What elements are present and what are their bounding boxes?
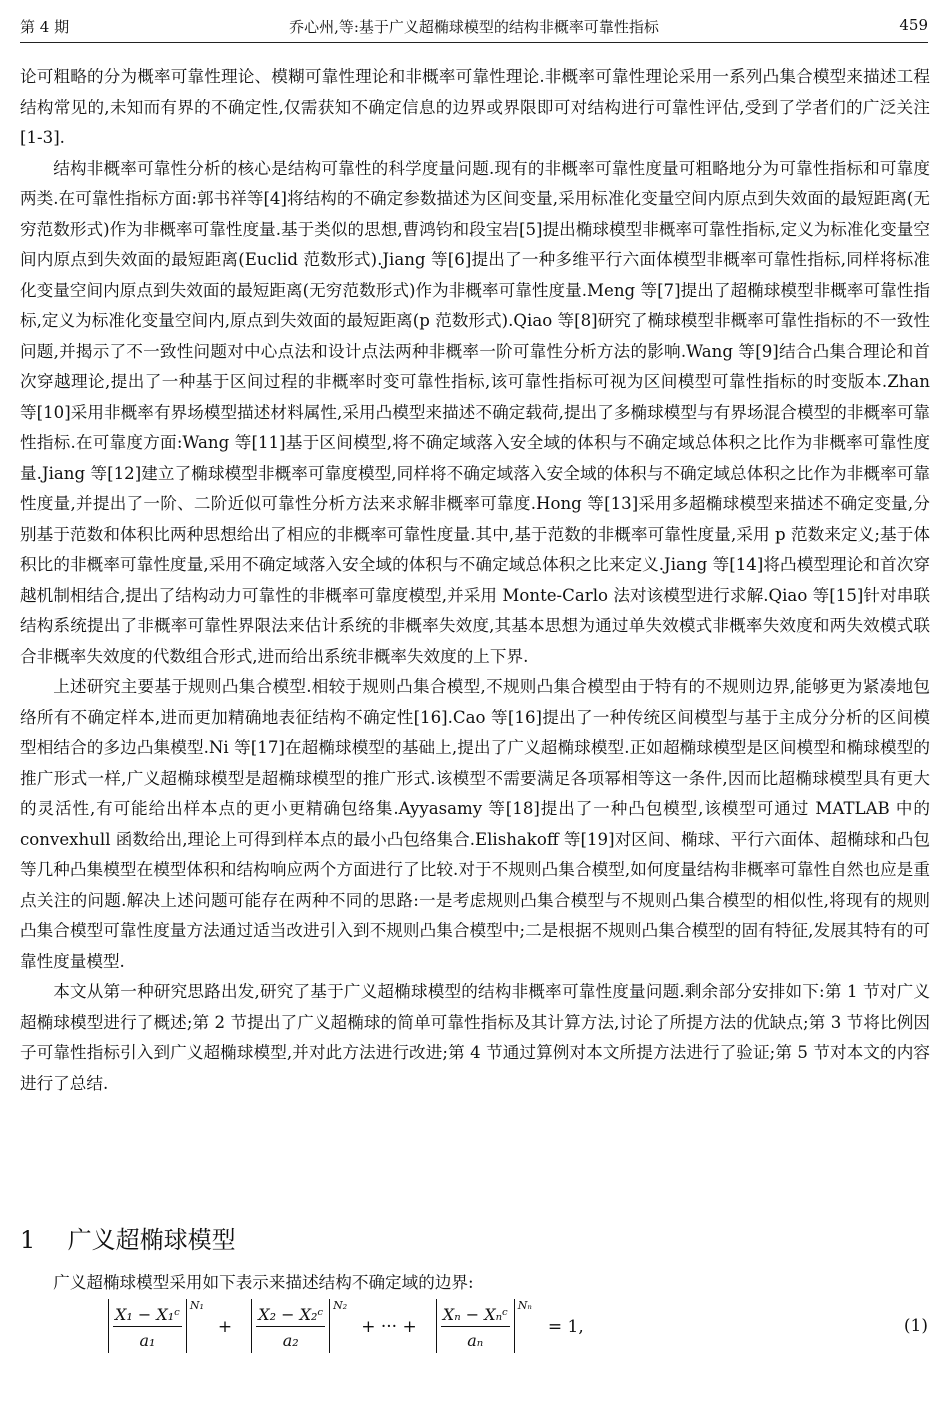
term-exponent: Nₙ [517, 1299, 532, 1312]
term-numerator: X₂ − X₂ᶜ [256, 1299, 325, 1327]
paragraph-continued: 论可粗略的分为概率可靠性理论、模糊可靠性理论和非概率可靠性理论.非概率可靠性理论采用一系列凸集合模型来描述工程结构常见的,未知而有界的不确定性,仅需获知不确定信息的边界或界限即可对结构进行可靠性评估,受到了学者们的广泛关注[1-3]. [20, 67, 930, 147]
plus-sign: + [217, 1317, 233, 1337]
equation-term [108, 1299, 204, 1355]
paragraph-literature-review: 结构非概率可靠性分析的核心是结构可靠性的科学度量问题.现有的非概率可靠性度量可粗略地分为可靠性指标和可靠度两类.在可靠性指标方面:郭书祥等[4]将结构的不确定参数描述为区间变量,采用标准化变量空间内原点到失效面的最短距离(无穷范数形式)作为非概率可靠性度量.基于类似的思想,曹鸿钧和段宝岩[5]提出椭球模型非概率可靠性指标,定义为标准化变量空间内原点到失效面的最短距离(Euclid 范数形式).Jiang 等[6]提出了一种多维平行六面体模型非概率可靠性指标,同样将标准化变量空间内原点到失效面的最短距离(无穷范数形式)作为非概率可靠性度量.Meng 等[7]提出了超椭球模型非概率可靠性指标,定义为标准化变量空间内,原点到失效面的最短距离(p 范数形式).Qiao 等[8]研究了椭球模型非概率可靠性指标的不一致性问题,并揭示了不一致性问题对中心点法和设计点法两种非概率一阶可靠性分析方法的影响.Wang 等[9]结合凸集合理论和首次穿越理论,提出了一种基于区间过程的非概率时变可靠性指标,该可靠性指标可视为区间模型可靠性指标的时变版本.Zhan 等[10]采用非概率有界场模型描述材料属性,采用凸模型来描述不确定载荷,提出了多椭球模型与有界场混合模型的非概率可靠性指标.在可靠度方面:Wang 等[11]基于区间模型,将不确定域落入安全域的体积与不确定域总体积之比作为非概率可靠性度量.Jiang 等[12]建立了椭球模型非概率可靠度模型,同样将不确定域落入安全域的体积与不确定域总体积之比作为非概率可靠性度量,并提出了一阶、二阶近似可靠性分析方法来求解非概率可靠度.Hong 等[13]采用多超椭球模型来描述不确定变量,分别基于范数和体积比两种思想给出了相应的非概率可靠性度量.其中,基于范数的非概率可靠性度量,采用 p 范数来定义;基于体积比的非概率可靠性度量,采用不确定域落入安全域的体积与不确定域总体积之比来定义.Jiang 等[14]将凸模型理论和首次穿越机制相结合,提出了结构动力可靠性的非概率可靠度模型,并采用 Monte-Carlo 法对该模型进行求解.Qiao 等[15]针对串联结构系统提出了非概率可靠性界限法来估计系统的非概率失效度,其基本思想为通过单失效模式非概率失效度和两失效模式联合非概率失效度的代数组合形式,进而给出系统非概率失效度的上下界. [20, 158, 930, 666]
ellipsis-plus: + ··· + [361, 1317, 417, 1337]
body-text [20, 62, 930, 1099]
section-number: 1 [20, 1226, 36, 1254]
equation-term [251, 1299, 348, 1355]
section-heading [20, 1220, 236, 1255]
paragraph-outline: 本文从第一种研究思路出发,研究了基于广义超椭球模型的结构非概率可靠性度量问题.剩余部分安排如下:第 1 节对广义超椭球模型进行了概述;第 2 节提出了广义超椭球的简单可靠性指标及其计算方法,讨论了所提方法的优缺点;第 3 节将比例因子可靠性指标引入到广义超椭球模型,并对此方法进行改进;第 4 节通过算例对本文所提方法进行了验证;第 5 节对本文的内容进行了总结. [20, 982, 930, 1093]
term-numerator: X₁ − X₁ᶜ [113, 1299, 182, 1327]
equation-intro: 广义超椭球模型采用如下表示来描述结构不确定域的边界: [53, 1273, 474, 1292]
running-header [20, 12, 928, 43]
issue-label: 第 4 期 [20, 18, 70, 36]
equation-term [436, 1299, 532, 1355]
term-denominator: a₁ [139, 1331, 156, 1350]
term-denominator: a₂ [282, 1331, 299, 1350]
equation-1 [108, 1299, 598, 1357]
term-exponent: N₁ [189, 1299, 204, 1312]
equation-number: (1) [903, 1316, 928, 1336]
running-title: 乔心州,等:基于广义超椭球模型的结构非概率可靠性指标 [289, 18, 659, 36]
term-denominator: aₙ [467, 1331, 484, 1350]
paragraph-irregular-convex: 上述研究主要基于规则凸集合模型.相较于规则凸集合模型,不规则凸集合模型由于特有的不规则边界,能够更为紧凑地包络所有不确定样本,进而更加精确地表征结构不确定性[16].Cao 等[16]提出了一种传统区间模型与基于主成分分析的区间模型相结合的多边凸集模型.Ni 等[17]在超椭球模型的基础上,提出了广义超椭球模型.正如超椭球模型是区间模型和椭球模型的推广形式一样,广义超椭球模型是超椭球模型的推广形式.该模型不需要满足各项幂相等这一条件,因而比超椭球模型具有更大的灵活性,有可能给出样本点的更小更精确包络集.Ayyasamy 等[18]提出了一种凸包模型,该模型可通过 MATLAB 中的 convexhull 函数给出,理论上可得到样本点的最小凸包络集合.Elishakoff 等[19]对区间、椭球、平行六面体、超椭球和凸包等几种凸集模型在模型体积和结构响应两个方面进行了比较.对于不规则凸集合模型,如何度量结构非概率可靠性自然也应是重点关注的问题.解决上述问题可能存在两种不同的思路:一是考虑规则凸集合模型与不规则凸集合模型的相似性,将现有的规则凸集合模型可靠性度量方法通过适当改进引入到不规则凸集合模型中;二是根据不规则凸集合模型的固有特征,发展其特有的可靠性度量模型. [20, 677, 930, 971]
term-numerator: Xₙ − Xₙᶜ [441, 1299, 510, 1327]
page-number: 459 [899, 16, 928, 34]
equation-rhs: = 1, [547, 1317, 584, 1337]
term-exponent: N₂ [333, 1299, 348, 1312]
section-title: 广义超椭球模型 [67, 1226, 236, 1254]
